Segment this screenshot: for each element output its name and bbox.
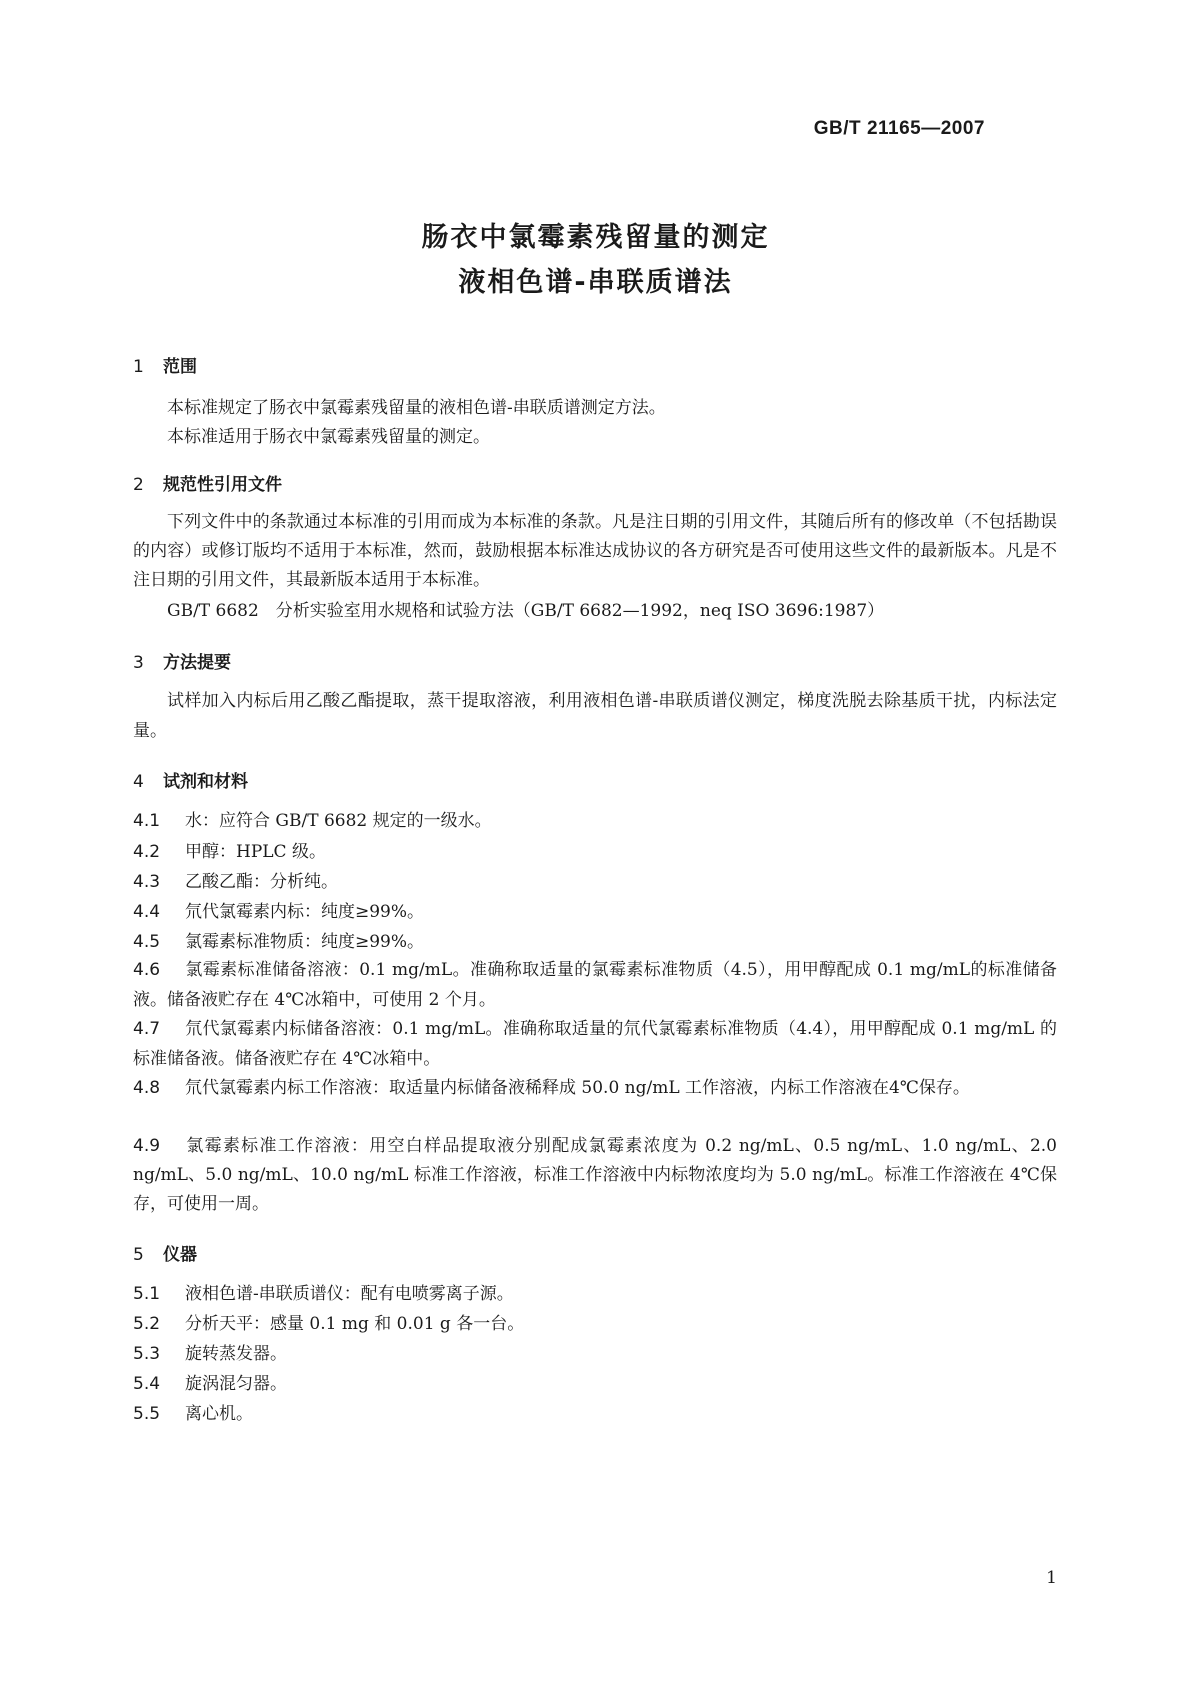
list-item <box>133 1073 1057 1103</box>
item-text: 液相色谱-串联质谱仪：配有电喷雾离子源。 <box>185 1284 514 1304</box>
item-number: 4.4 <box>133 902 161 922</box>
item-text: 氘代氯霉素内标工作溶液：取适量内标储备液稀释成 50.0 ng/mL 工作溶液，内标工作溶液在4℃保存。 <box>185 1078 970 1098</box>
item-number: 5.1 <box>133 1284 161 1304</box>
item-number: 4.5 <box>133 932 161 952</box>
section-title: 仪器 <box>163 1245 197 1265</box>
list-item <box>133 1014 1057 1074</box>
list-item <box>133 1278 1057 1310</box>
section-title: 范围 <box>163 357 197 377</box>
list-item <box>133 1132 1057 1219</box>
paragraph: 本标准规定了肠衣中氯霉素残留量的液相色谱-串联质谱测定方法。 <box>167 398 666 418</box>
item-text: 氯霉素标准物质：纯度≥99%。 <box>185 932 425 952</box>
section-heading-normative-references <box>133 470 282 495</box>
item-text: 离心机。 <box>185 1404 253 1424</box>
item-text: 氯霉素标准储备溶液：0.1 mg/mL。准确称取适量的氯霉素标准物质（4.5），用甲醇配成 0.1 mg/mL的标准储备液。储备液贮存在 4℃冰箱中，可使用 2 个月。 <box>133 960 1057 1010</box>
section-heading-apparatus <box>133 1240 197 1265</box>
item-number: 5.2 <box>133 1314 161 1334</box>
paragraph: 本标准适用于肠衣中氯霉素残留量的测定。 <box>167 427 490 447</box>
item-text: 旋转蒸发器。 <box>185 1344 287 1364</box>
item-number: 4.9 <box>133 1136 161 1156</box>
section-heading-scope <box>133 352 197 377</box>
item-number: 4.8 <box>133 1078 161 1098</box>
item-number: 4.1 <box>133 811 161 831</box>
item-text: 氯霉素标准工作溶液：用空白样品提取液分别配成氯霉素浓度为 0.2 ng/mL、0.5 ng/mL、1.0 ng/mL、2.0 ng/mL、5.0 ng/mL、10.0 ng/mL 标准工作溶液，标准工作溶液中内标物浓度均为 5.0 ng/mL。标准工作溶液在 4℃保存，可使用一周。 <box>133 1136 1057 1214</box>
item-number: 4.6 <box>133 960 161 980</box>
section-heading-reagents <box>133 767 248 792</box>
item-text: 分析天平：感量 0.1 mg 和 0.01 g 各一台。 <box>185 1314 525 1334</box>
section-title: 规范性引用文件 <box>163 475 282 495</box>
item-number: 5.5 <box>133 1404 161 1424</box>
section-number: 1 <box>133 357 144 377</box>
document-title-line-2: 液相色谱-串联质谱法 <box>458 267 733 298</box>
item-number: 5.4 <box>133 1374 161 1394</box>
item-text: 氘代氯霉素内标储备溶液：0.1 mg/mL。准确称取适量的氘代氯霉素标准物质（4.4），用甲醇配成 0.1 mg/mL 的标准储备液。储备液贮存在 4℃冰箱中。 <box>133 1019 1057 1069</box>
list-item <box>133 926 1057 958</box>
item-text: 乙酸乙酯：分析纯。 <box>185 872 338 892</box>
item-number: 4.2 <box>133 842 161 862</box>
list-item <box>133 896 1057 928</box>
item-text: 甲醇：HPLC 级。 <box>185 842 326 862</box>
list-item <box>133 805 1057 837</box>
section-number: 3 <box>133 653 144 673</box>
item-text: 水：应符合 GB/T 6682 规定的一级水。 <box>185 811 492 831</box>
standard-number: GB/T 21165—2007 <box>813 118 985 139</box>
paragraph: 下列文件中的条款通过本标准的引用而成为本标准的条款。凡是注日期的引用文件，其随后所有的修改单（不包括勘误的内容）或修订版均不适用于本标准，然而，鼓励根据本标准达成协议的各方研究是否可使用这些文件的最新版本。凡是不注日期的引用文件，其最新版本适用于本标准。 <box>133 512 1057 590</box>
section-heading-method-summary <box>133 648 231 673</box>
list-item <box>133 1308 1057 1340</box>
list-item <box>133 1338 1057 1370</box>
paragraph: 试样加入内标后用乙酸乙酯提取，蒸干提取溶液，利用液相色谱-串联质谱仪测定，梯度洗脱去除基质干扰，内标法定量。 <box>133 691 1057 741</box>
item-number: 5.3 <box>133 1344 161 1364</box>
page-number: 1 <box>1046 1568 1057 1588</box>
section-number: 4 <box>133 772 144 792</box>
document-title-line-1: 肠衣中氯霉素残留量的测定 <box>421 222 770 253</box>
list-item <box>133 866 1057 898</box>
section-number: 5 <box>133 1245 144 1265</box>
section-number: 2 <box>133 475 144 495</box>
section-title: 方法提要 <box>163 653 231 673</box>
item-number: 4.7 <box>133 1019 161 1039</box>
list-item <box>133 1398 1057 1430</box>
list-item <box>133 955 1057 1015</box>
list-item <box>133 1368 1057 1400</box>
reference-item: GB/T 6682 分析实验室用水规格和试验方法（GB/T 6682—1992，neq ISO 3696:1987） <box>167 601 885 621</box>
list-item <box>133 836 1057 868</box>
item-text: 旋涡混匀器。 <box>185 1374 287 1394</box>
item-number: 4.3 <box>133 872 161 892</box>
section-title: 试剂和材料 <box>163 772 248 792</box>
item-text: 氘代氯霉素内标：纯度≥99%。 <box>185 902 425 922</box>
